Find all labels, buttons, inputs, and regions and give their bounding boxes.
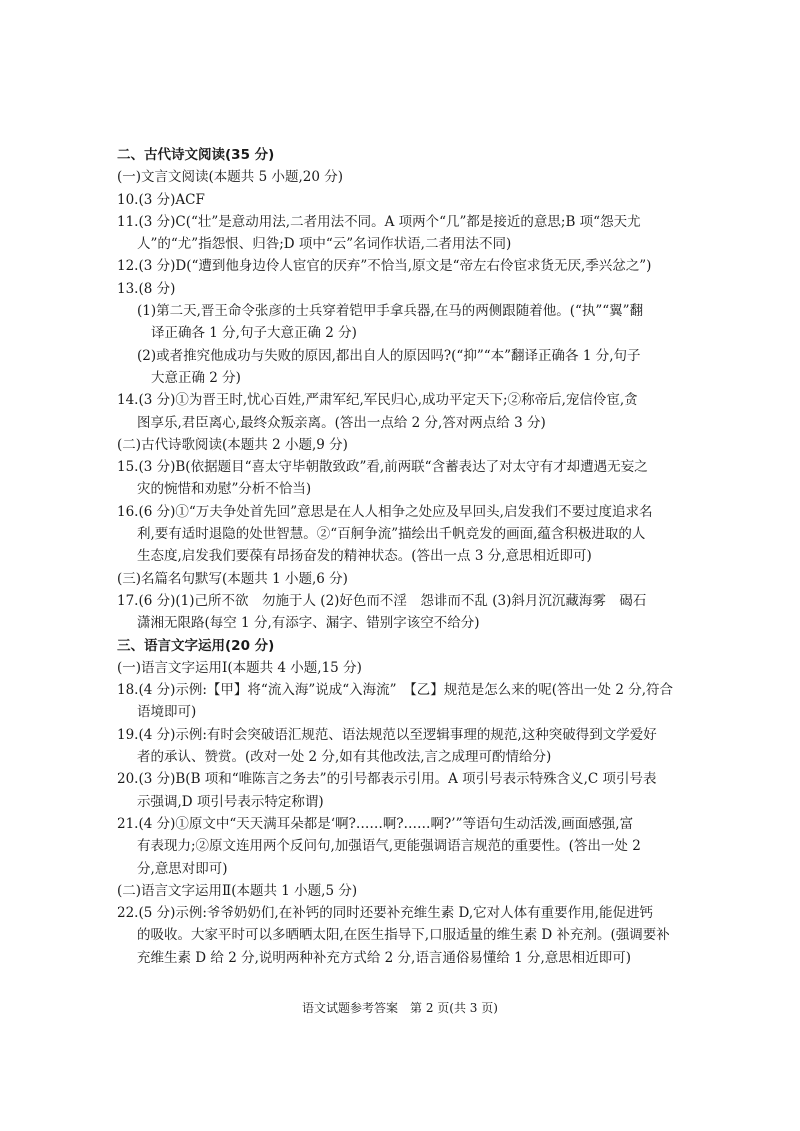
answer-line: 图享乐,君臣离心,最终众叛亲离。(答出一点给 2 分,答对两点给 3 分) <box>137 414 546 431</box>
answer-line: 15.(3 分)B(依据题目“喜太守毕朝散致政”看,前两联“含蓄表达了对太守有才却遭遇无妄之 <box>117 459 648 476</box>
answer-line: 生态度,启发我们要葆有昂扬奋发的精神状态。(答出一点 3 分,意思相近即可) <box>137 548 592 565</box>
answer-line: 18.(4 分)示例:【甲】将“流入海”说成“入海流” 【乙】规范是怎么来的呢(答出一处 2 分,符合 <box>117 682 674 699</box>
answer-line: 充维生素 D 给 2 分,说明两种补充方式给 2 分,语言通俗易懂给 1 分,意思相近即可) <box>137 949 632 966</box>
answer-line: 10.(3 分)ACF <box>117 191 205 208</box>
answer-line: 的吸收。大家平时可以多晒晒太阳,在医生指导下,口服适量的维生素 D 补充剂。(强调要补 <box>137 927 670 944</box>
answer-line: (1)第二天,晋王命令张彦的士兵穿着铠甲手拿兵器,在马的两侧跟随着他。(“执”“翼”翻 <box>137 303 644 320</box>
answer-content <box>117 144 687 969</box>
answer-line: 利,要有适时退隐的处世智慧。②“百舸争流”描绘出千帆竞发的画面,蕴含积极进取的人 <box>137 526 646 543</box>
answer-line: 19.(4 分)示例:有时会突破语汇规范、语法规范以至逻辑事理的规范,这种突破得到文学爱好 <box>117 726 657 743</box>
answer-line: 者的承认、赞赏。(改对一处 2 分,如有其他改法,言之成理可酌情给分) <box>137 749 552 766</box>
section-heading: 三、语言文字运用(20 分) <box>117 637 275 654</box>
answer-line: (二)语言文字运用Ⅱ(本题共 1 小题,5 分) <box>117 882 358 899</box>
answer-line: 17.(6 分)(1)己所不欲 勿施于人 (2)好色而不淫 怨诽而不乱 (3)斜月沉沉藏海雾 碣石 <box>117 592 647 609</box>
answer-line: (2)或者推究他成功与失败的原因,都出自人的原因吗?(“抑”“本”翻译正确各 1 分,句子 <box>137 347 641 364</box>
answer-line: 示强调,D 项引号表示特定称谓) <box>137 793 324 810</box>
answer-line: 潇湘无限路(每空 1 分,有添字、漏字、错别字该空不给分) <box>137 615 480 632</box>
answer-line: 译正确各 1 分,句子大意正确 2 分) <box>151 325 357 342</box>
answer-line: 21.(4 分)①原文中“天天满耳朵都是‘啊?……啊?……啊?’”等语句生动活泼,画面感强,富 <box>117 815 634 832</box>
answer-line: 13.(8 分) <box>117 280 176 297</box>
answer-line: 分,意思对即可) <box>137 860 228 877</box>
answer-line: 14.(3 分)①为晋王时,忧心百姓,严肃军纪,军民归心,成功平定天下;②称帝后,宠信伶宦,贪 <box>117 392 638 409</box>
answer-line: 11.(3 分)C(“壮”是意动用法,二者用法不同。A 项两个“几”都是接近的意思;B 项“怨天尤 <box>117 213 641 230</box>
answer-line: 人”的“尤”指怨恨、归咎;D 项中“云”名词作状语,二者用法不同) <box>137 236 512 253</box>
section-heading: 二、古代诗文阅读(35 分) <box>117 147 275 163</box>
answer-line: 20.(3 分)B(B 项和“唯陈言之务去”的引号都表示引用。A 项引号表示特殊含义,C 项引号表 <box>117 771 657 788</box>
answer-line: 16.(6 分)①“万夫争处首先回”意思是在人人相争之处应及早回头,启发我们不要过度追求名 <box>117 503 653 520</box>
answer-line: (三)名篇名句默写(本题共 1 小题,6 分) <box>117 570 348 587</box>
answer-line: 22.(5 分)示例:爷爷奶奶们,在补钙的同时还要补充维生素 D,它对人体有重要作用,能促进钙 <box>117 905 653 922</box>
answer-line: (二)古代诗歌阅读(本题共 2 小题,9 分) <box>117 436 348 453</box>
answer-line: 语境即可) <box>137 704 197 721</box>
answer-line: 大意正确 2 分) <box>151 369 241 386</box>
answer-line: (一)语言文字运用Ⅰ(本题共 4 小题,15 分) <box>117 659 362 676</box>
answer-line: (一)文言文阅读(本题共 5 小题,20 分) <box>117 169 343 186</box>
answer-line: 12.(3 分)D(“遭到他身边伶人宦官的厌弃”不恰当,原文是“帝左右伶宦求货无厌,季兴忿之”) <box>117 258 652 275</box>
page-footer: 语文试题参考答案 第 2 页(共 3 页) <box>302 1001 498 1015</box>
answer-line: 灾的惋惜和劝慰”分析不恰当) <box>137 481 312 498</box>
answer-line: 有表现力;②原文连用两个反问句,加强语气,更能强调语言规范的重要性。(答出一处 2 <box>137 838 641 855</box>
